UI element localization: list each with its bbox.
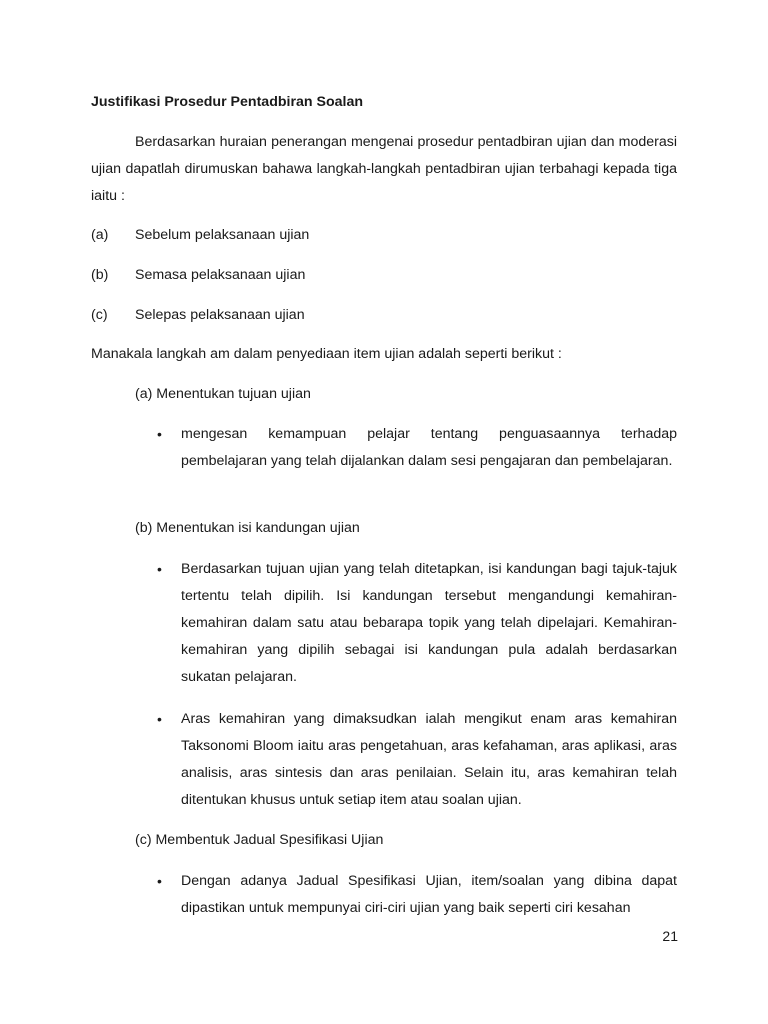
intro-paragraph: Berdasarkan huraian penerangan mengenai prosedur pentadbiran ujian dan moderasi ujian dapatlah dirumuskan bahawa langkah-langkah pentadbiran ujian terbahagi kepada tiga iaitu : [91, 134, 677, 204]
steps-intro-paragraph: Manakala langkah am dalam penyediaan item ujian adalah seperti berikut : [91, 346, 562, 362]
stage-text: Selepas pelaksanaan ujian [135, 307, 305, 323]
bullet-icon: • [157, 711, 162, 727]
stage-label: (b) [91, 267, 109, 283]
stage-label: (a) [91, 227, 109, 243]
bullet-text: Dengan adanya Jadual Spesifikasi Ujian, item/soalan yang dibina dapat dipastikan untuk mempunyai ciri-ciri ujian yang baik seperti ciri kesahan [181, 873, 677, 916]
stage-label: (c) [91, 307, 108, 323]
bullet-item [157, 556, 677, 692]
bullet-icon: • [157, 561, 162, 577]
bullet-item [157, 421, 677, 503]
bullet-item [157, 706, 677, 816]
step-title: (c) Membentuk Jadual Spesifikasi Ujian [135, 832, 384, 848]
stage-text: Sebelum pelaksanaan ujian [135, 227, 310, 243]
bullet-icon: • [157, 426, 162, 442]
section-heading: Justifikasi Prosedur Pentadbiran Soalan [91, 94, 364, 110]
stage-text: Semasa pelaksanaan ujian [135, 267, 306, 283]
bullet-text: mengesan kemampuan pelajar tentang penguasaannya terhadap pembelajaran yang telah dijalankan dalam sesi pengajaran dan pembelajaran. [181, 426, 677, 469]
bullet-item [157, 868, 677, 924]
bullet-text: Aras kemahiran yang dimaksudkan ialah mengikut enam aras kemahiran Taksonomi Bloom iaitu aras pengetahuan, aras kefahaman, aras aplikasi, aras analisis, aras sintesis dan aras penilaian. Selain itu, aras kemahiran telah ditentukan khusus untuk setiap item atau soalan ujian. [181, 711, 677, 808]
step-title: (b) Menentukan isi kandungan ujian [135, 520, 360, 536]
bullet-icon: • [157, 873, 162, 889]
step-title: (a) Menentukan tujuan ujian [135, 386, 311, 402]
bullet-text: Berdasarkan tujuan ujian yang telah ditetapkan, isi kandungan bagi tajuk-tajuk tertentu telah dipilih. Isi kandungan tersebut mengandungi kemahiran-kemahiran dalam satu atau bebarapa topik yang telah dipelajari. Kemahiran-kemahiran yang dipilih sebagai isi kandungan pula adalah berdasarkan sukatan pelajaran. [181, 561, 677, 685]
page-number: 21 [662, 928, 678, 944]
